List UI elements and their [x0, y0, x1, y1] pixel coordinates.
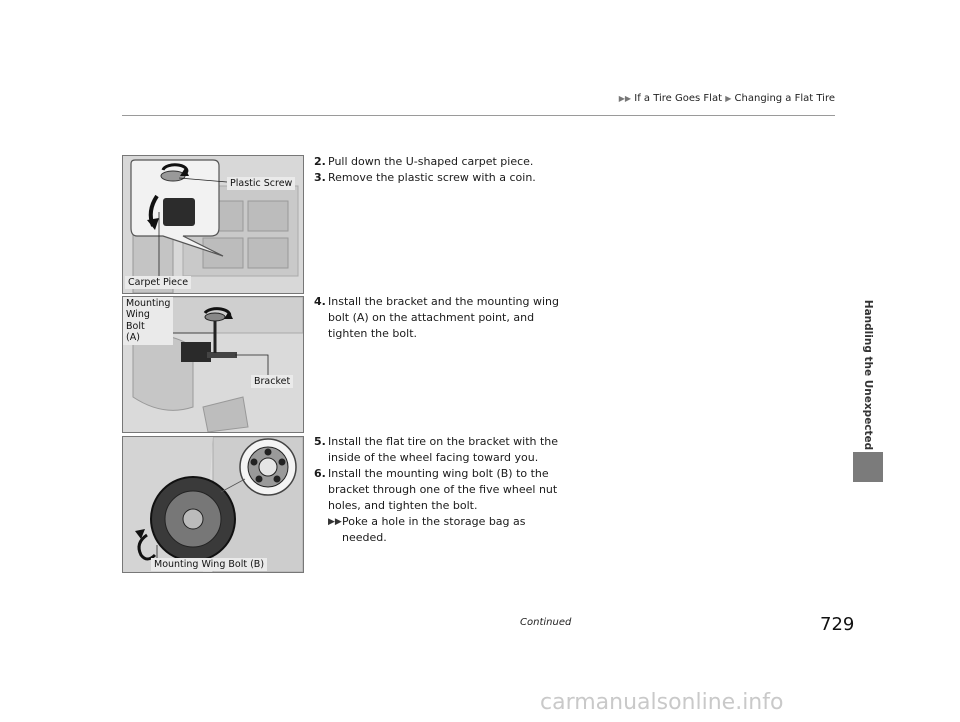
callout-plastic-screw: Plastic Screw: [227, 177, 295, 190]
side-tab-label: Handling the Unexpected: [862, 299, 874, 451]
figure-mounting-wing-bolt-b: [122, 436, 304, 573]
double-arrow-icon: ▶▶: [618, 94, 632, 103]
callout-mounting-wing-bolt-b: Mounting Wing Bolt (B): [151, 558, 267, 571]
steps-group-3: [314, 434, 559, 546]
breadcrumb: [500, 93, 835, 104]
breadcrumb-item: Changing a Flat Tire: [734, 93, 835, 104]
continued-label: Continued: [520, 617, 572, 628]
steps-group-2: [314, 294, 564, 342]
callout-mounting-wing-bolt-a: Mounting Wing Bolt (A): [123, 297, 173, 345]
breadcrumb-item: If a Tire Goes Flat: [634, 93, 722, 104]
note: ▶▶ Poke a hole in the storage bag as needed.: [328, 515, 526, 544]
callout-carpet-piece: Carpet Piece: [125, 276, 191, 289]
header-rule: [122, 115, 835, 116]
step-4: 4. Install the bracket and the mounting wing bolt (A) on the attachment point, and tighten the bolt.: [314, 295, 559, 340]
step-3: 3. Remove the plastic screw with a coin.: [314, 171, 536, 184]
callout-bracket: Bracket: [251, 375, 293, 388]
watermark: carmanualsonline.info: [540, 690, 784, 715]
step-2: 2. Pull down the U-shaped carpet piece.: [314, 155, 534, 168]
page-number: 729: [820, 614, 855, 635]
step-6: 6. Install the mounting wing bolt (B) to the bracket through one of the five wheel nut holes, and tighten the bolt.: [314, 467, 558, 512]
figure-carpet-piece: [122, 155, 304, 294]
side-tab-marker: [853, 452, 883, 482]
note-arrow-icon: ▶▶: [328, 517, 342, 527]
steps-group-1: [314, 154, 564, 186]
step-5: 5. Install the flat tire on the bracket with the inside of the wheel facing toward you.: [314, 435, 559, 464]
figure-bracket: [122, 296, 304, 433]
arrow-icon: ▶: [725, 94, 732, 103]
